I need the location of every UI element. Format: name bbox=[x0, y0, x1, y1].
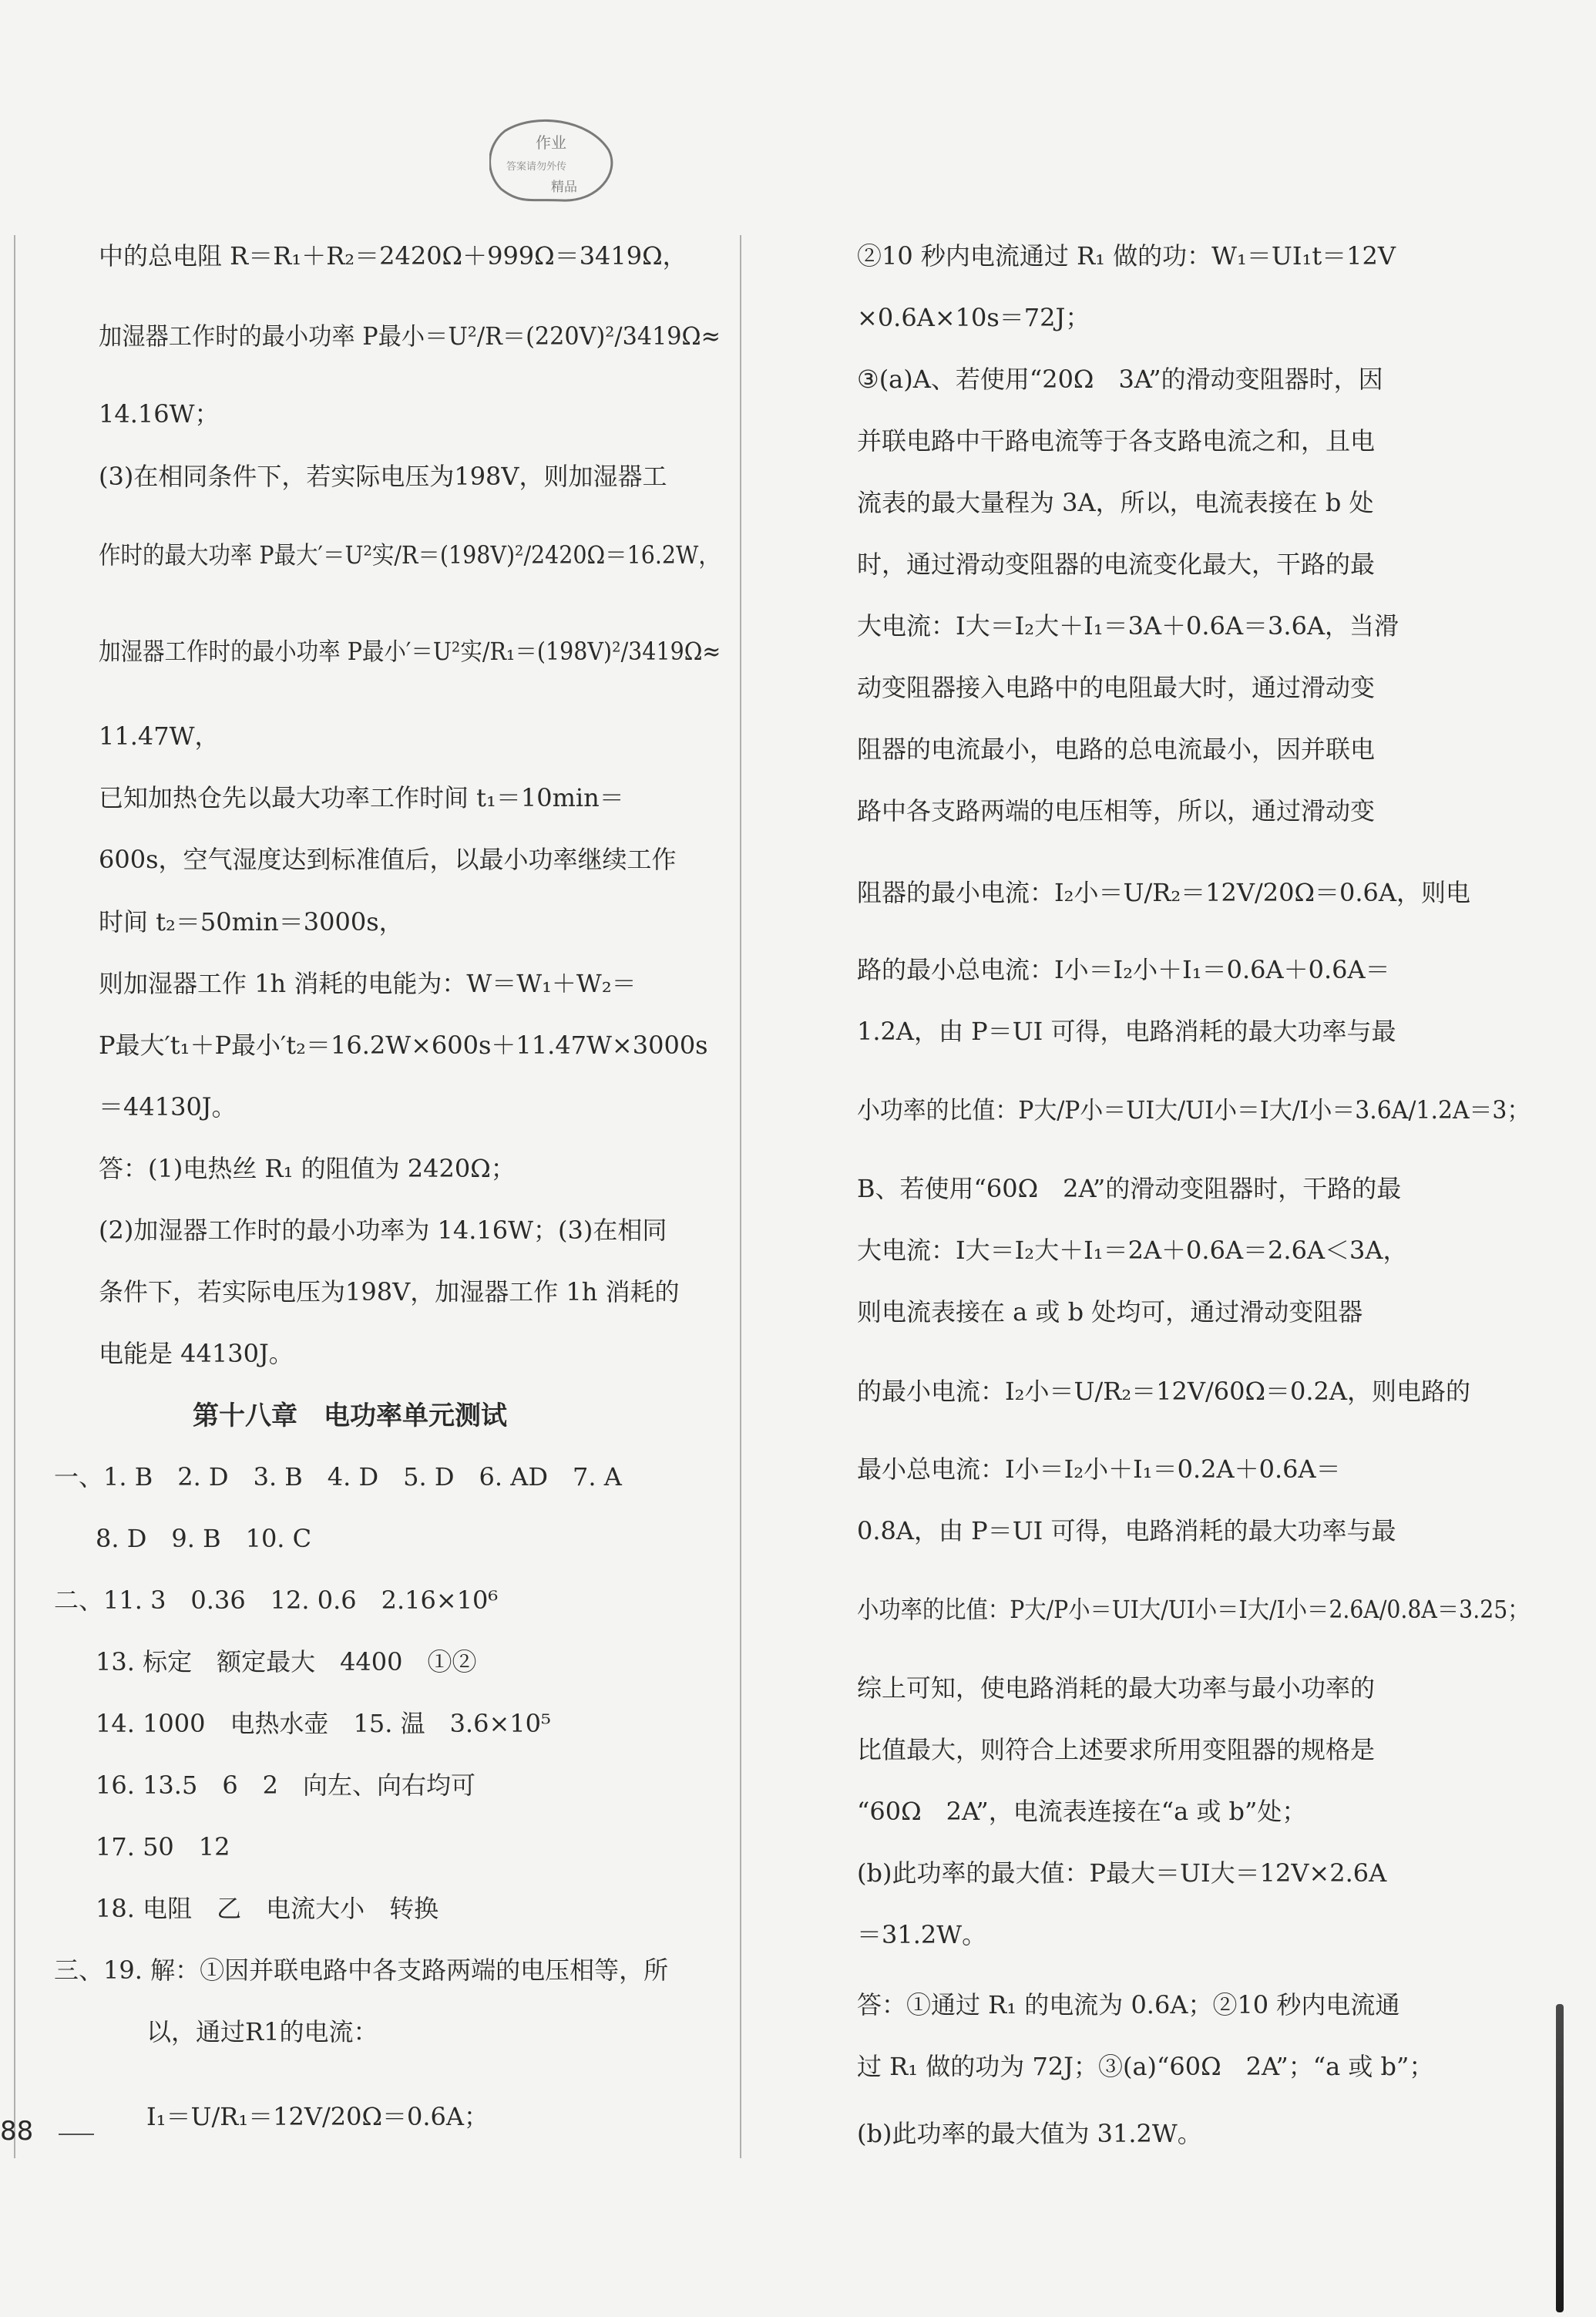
text-line: 答：(1)电热丝 R₁ 的阻值为 2420Ω； bbox=[99, 1154, 516, 1183]
page-number-dash bbox=[59, 2134, 94, 2135]
text-line: 条件下，若实际电压为198V，加湿器工作 1h 消耗的 bbox=[99, 1277, 680, 1306]
text-line: 阻器的电流最小，电路的总电流最小，因并联电 bbox=[857, 735, 1376, 764]
stamp-text-middle: 答案请勿外传 bbox=[506, 161, 567, 173]
text-line: (2)加湿器工作时的最小功率为 14.16W；(3)在相同 bbox=[99, 1216, 667, 1245]
answer-line: 8. D 9. B 10. C bbox=[96, 1524, 312, 1553]
text-line: 过 R₁ 做的功为 72J；③(a)“60Ω 2A”；“a 或 b”； bbox=[857, 2052, 1434, 2081]
text-line: 0.8A，由 P＝UI 可得，电路消耗的最大功率与最 bbox=[857, 1516, 1396, 1545]
scan-edge-shadow bbox=[1556, 2004, 1564, 2312]
text-line: 中的总电阻 R＝R₁＋R₂＝2420Ω＋999Ω＝3419Ω， bbox=[99, 241, 687, 271]
text-line: 的最小电流：I₂小＝U/R₂＝12V/60Ω＝0.2A，则电路的 bbox=[857, 1377, 1471, 1406]
answer-line: 三、19. 解：①因并联电路中各支路两端的电压相等，所 bbox=[54, 1955, 669, 1985]
text-line: 路的最小总电流：I小＝I₂小＋I₁＝0.6A＋0.6A＝ bbox=[857, 955, 1390, 984]
answer-line: I₁＝U/R₁＝12V/20Ω＝0.6A； bbox=[146, 2102, 489, 2131]
text-line: 则加湿器工作 1h 消耗的电能为：W＝W₁＋W₂＝ bbox=[99, 969, 637, 998]
text-line: ×0.6A×10s＝72J； bbox=[857, 303, 1090, 332]
text-line: ＝44130J。 bbox=[99, 1092, 237, 1122]
text-line: 流表的最大量程为 3A，所以，电流表接在 b 处 bbox=[857, 488, 1374, 517]
text-line: 电能是 44130J。 bbox=[99, 1339, 294, 1368]
text-line: 答：①通过 R₁ 的电流为 0.6A；②10 秒内电流通 bbox=[857, 1990, 1400, 2019]
text-line: 1.2A，由 P＝UI 可得，电路消耗的最大功率与最 bbox=[857, 1017, 1396, 1046]
text-line: 并联电路中干路电流等于各支路电流之和，且电 bbox=[857, 426, 1376, 456]
answer-line: 14. 1000 电热水壶 15. 温 3.6×10⁵ bbox=[96, 1709, 551, 1738]
text-line: 时间 t₂＝50min＝3000s， bbox=[99, 907, 404, 937]
text-line: 动变阻器接入电路中的电阻最大时，通过滑动变 bbox=[857, 673, 1376, 702]
chapter-heading: 第十八章 电功率单元测试 bbox=[193, 1401, 507, 1431]
text-line: 综上可知，使电路消耗的最大功率与最小功率的 bbox=[857, 1673, 1376, 1703]
text-line: 小功率的比值：P大/P小＝UI大/UI小＝I大/I小＝2.6A/0.8A＝3.25； bbox=[857, 1595, 1530, 1624]
text-line: ③(a)A、若使用“20Ω 3A”的滑动变阻器时，因 bbox=[857, 365, 1383, 394]
answer-line: 一、1. B 2. D 3. B 4. D 5. D 6. AD 7. A bbox=[54, 1462, 622, 1491]
text-line: (b)此功率的最大值为 31.2W。 bbox=[857, 2119, 1202, 2148]
text-line: 大电流：I大＝I₂大＋I₁＝2A＋0.6A＝2.6A＜3A， bbox=[857, 1236, 1408, 1265]
text-line: 路中各支路两端的电压相等，所以，通过滑动变 bbox=[857, 796, 1376, 826]
answer-line: 以，通过R1的电流： bbox=[146, 2017, 378, 2046]
text-line: “60Ω 2A”，电流表连接在“a 或 b”处； bbox=[857, 1797, 1307, 1826]
left-margin-rule bbox=[14, 235, 15, 2158]
answer-line: 13. 标定 额定最大 4400 ①② bbox=[96, 1647, 477, 1676]
text-line: 小功率的比值：P大/P小＝UI大/UI小＝I大/I小＝3.6A/1.2A＝3； bbox=[857, 1095, 1530, 1125]
text-line: 加湿器工作时的最小功率 P最小′＝U²实/R₁＝(198V)²/3419Ω≈ bbox=[99, 637, 721, 666]
answer-line: 18. 电阻 乙 电流大小 转换 bbox=[96, 1894, 439, 1923]
stamp-text-bottom: 精品 bbox=[551, 180, 577, 195]
stamp-logo bbox=[489, 116, 617, 207]
answer-line: 17. 50 12 bbox=[96, 1832, 230, 1861]
text-line: 14.16W； bbox=[99, 399, 220, 429]
text-line: (3)在相同条件下，若实际电压为198V，则加湿器工 bbox=[99, 462, 667, 491]
answer-line: 二、11. 3 0.36 12. 0.6 2.16×10⁶ bbox=[54, 1586, 499, 1615]
column-divider bbox=[740, 235, 741, 2158]
text-line: (b)此功率的最大值：P最大＝UI大＝12V×2.6A bbox=[857, 1858, 1387, 1888]
text-line: 则电流表接在 a 或 b 处均可，通过滑动变阻器 bbox=[857, 1297, 1363, 1327]
stamp-text-top: 作业 bbox=[536, 133, 566, 152]
text-line: 作时的最大功率 P最大′＝U²实/R＝(198V)²/2420Ω＝16.2W， bbox=[99, 540, 721, 570]
page-number: 88 bbox=[0, 2116, 34, 2147]
text-line: ②10 秒内电流通过 R₁ 做的功：W₁＝UI₁t＝12V bbox=[857, 241, 1396, 271]
text-line: 比值最大，则符合上述要求所用变阻器的规格是 bbox=[857, 1735, 1376, 1764]
text-line: 加湿器工作时的最小功率 P最小＝U²/R＝(220V)²/3419Ω≈ bbox=[99, 321, 721, 351]
text-line: 最小总电流：I小＝I₂小＋I₁＝0.2A＋0.6A＝ bbox=[857, 1454, 1341, 1484]
text-line: 时，通过滑动变阻器的电流变化最大，干路的最 bbox=[857, 550, 1376, 579]
answer-line: 16. 13.5 6 2 向左、向右均可 bbox=[96, 1771, 476, 1800]
text-line: 11.47W， bbox=[99, 721, 220, 751]
text-line: 大电流：I大＝I₂大＋I₁＝3A＋0.6A＝3.6A，当滑 bbox=[857, 611, 1399, 641]
text-line: P最大′t₁＋P最小′t₂＝16.2W×600s＋11.47W×3000s bbox=[99, 1031, 708, 1060]
text-line: B、若使用“60Ω 2A”的滑动变阻器时，干路的最 bbox=[857, 1174, 1402, 1203]
text-line: 600s，空气湿度达到标准值后，以最小功率继续工作 bbox=[99, 845, 677, 874]
text-line: 已知加热仓先以最大功率工作时间 t₁＝10min＝ bbox=[99, 783, 624, 812]
text-line: 阻器的最小电流：I₂小＝U/R₂＝12V/20Ω＝0.6A，则电 bbox=[857, 878, 1471, 907]
text-line: ＝31.2W。 bbox=[857, 1920, 987, 1949]
